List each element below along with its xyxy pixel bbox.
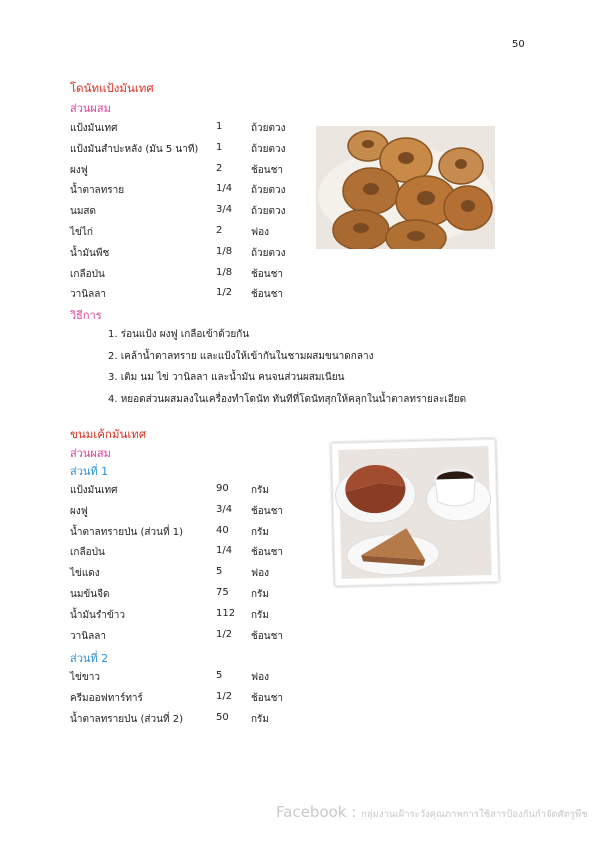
ingredient-qty: 3/4 [216,503,233,515]
ingredient-unit: ช้อนชา [251,289,284,301]
ingredient-qty: 2 [216,225,223,236]
ingredient-qty: 112 [216,607,236,619]
cake-photo [331,439,499,586]
ingredient-unit: ถ้วยตวง [251,247,286,259]
ingredient-name: ครีมออฟทาร์ทาร์ [70,692,143,704]
ingredient-name: ผงฟู [70,505,88,517]
ingredient-qty: 90 [216,483,229,494]
ingredient-name: น้ำตาลทราย [70,185,125,197]
ingredient-name: ไข่แดง [70,568,100,580]
ingredient-unit: ช้อนชา [251,268,284,280]
ingredient-qty: 2 [216,162,223,174]
ingredient-qty: 1/2 [216,628,233,640]
ingredient-name: ไข่ไก่ [70,227,93,238]
ingredient-unit: ช้อนชา [251,505,284,517]
recipe1-title: โดนัทแป้งมันเทศ [70,81,154,95]
ingredient-unit: ช้อนชา [251,630,284,642]
ingredient-unit: กรัม [251,526,270,538]
ingredient-qty: 1/2 [216,287,233,299]
ingredient-qty: 3/4 [216,204,233,216]
ingredient-qty: 5 [216,566,223,578]
ingredient-qty: 1/8 [216,266,233,278]
ingredient-qty: 1/4 [216,183,233,195]
ingredient-unit: ฟอง [251,568,269,580]
recipe2-ingredients-heading: ส่วนผสม [70,447,111,460]
ingredient-name: น้ำตาลทรายป่น (ส่วนที่ 2) [70,713,183,725]
ingredient-name: นมข้นจืด [70,589,110,600]
ingredient-unit: กรัม [251,589,270,600]
ingredient-unit: ถ้วยตวง [251,206,286,218]
ingredient-unit: ฟอง [251,672,269,683]
ingredient-qty: 1 [216,141,223,153]
ingredient-name: แป้งมันสำปะหลัง (มัน 5 นาที) [70,143,199,155]
ingredient-qty: 1 [216,121,223,132]
ingredient-unit: ถ้วยตวง [251,185,286,197]
recipe2-title: ขนมเค้กมันเทศ [70,427,147,441]
ingredient-name: ผงฟู [70,164,88,176]
donuts-photo [316,126,495,249]
ingredient-name: เกลือป่น [70,547,105,559]
ingredient-name: นมสด [70,206,97,218]
recipe1-ingredients-heading: ส่วนผสม [70,102,111,115]
recipe2-part1-heading: ส่วนที่ 1 [70,465,109,478]
ingredient-unit: ถ้วยตวง [251,143,286,155]
footer-brand: Facebook : [276,803,357,821]
ingredient-name: แป้งมันเทศ [70,485,118,496]
ingredient-name: วานิลลา [70,630,106,642]
ingredient-unit: ช้อนชา [251,547,284,559]
ingredient-unit: กรัม [251,609,270,621]
footer-group: กลุ่มงานเฝ้าระวังคุณภาพการใช้สารป้องกันกำจัดศัตรูพืช [361,809,588,820]
recipe2-part2-heading: ส่วนที่ 2 [70,652,109,665]
ingredient-qty: 1/2 [216,690,233,702]
ingredient-qty: 1/8 [216,245,233,257]
page-number: 50 [512,39,525,50]
ingredient-name: แป้งมันเทศ [70,123,118,134]
ingredient-unit: ฟอง [251,227,269,238]
ingredient-name: น้ำตาลทรายป่น (ส่วนที่ 1) [70,526,183,538]
ingredient-unit: ถ้วยตวง [251,123,286,134]
method-step: 2. เคล้าน้ำตาลทราย และแป้งให้เข้ากันในชามผสมขนาดกลาง [108,350,374,362]
ingredient-qty: 75 [216,587,229,598]
ingredient-qty: 5 [216,670,223,681]
ingredient-unit: กรัม [251,485,270,496]
ingredient-unit: ช้อนชา [251,164,284,176]
method-step: 4. หยอดส่วนผสมลงในเครื่องทำโดนัท ทันทีที่โดนัทสุกให้คลุกในน้ำตาลทรายละเอียด [108,393,467,405]
ingredient-unit: ช้อนชา [251,692,284,704]
ingredient-qty: 50 [216,711,229,723]
ingredient-name: น้ำมันรำข้าว [70,609,125,621]
method-step: 3. เติม นม ไข่ วานิลลา และน้ำมัน คนจนส่วนผสมเนียน [108,372,345,383]
recipe1-method-heading: วิธีการ [70,309,102,322]
ingredient-name: น้ำมันพืช [70,247,110,259]
ingredient-name: วานิลลา [70,289,106,301]
method-step: 1. ร่อนแป้ง ผงฟู เกลือเข้าด้วยกัน [108,329,250,340]
footer-credit [276,803,588,822]
ingredient-name: ไข่ขาว [70,672,100,683]
ingredient-unit: กรัม [251,713,270,725]
ingredient-name: เกลือป่น [70,268,105,280]
ingredient-qty: 1/4 [216,545,233,557]
ingredient-qty: 40 [216,524,229,536]
